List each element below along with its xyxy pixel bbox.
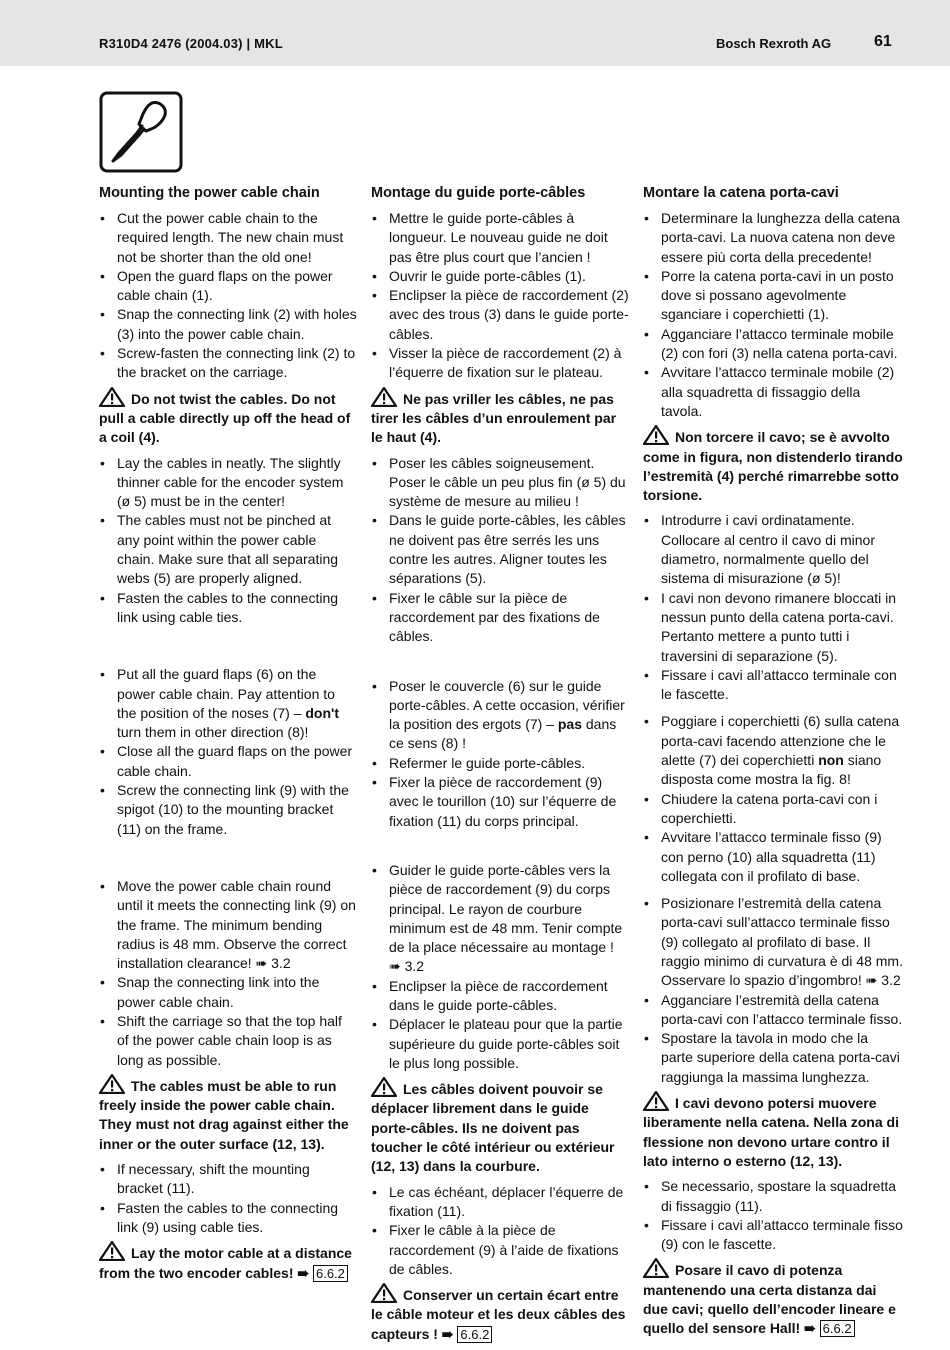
- warning-text: Non torcere il cavo; se è avvolto come in figura, non distenderlo tirando l’estremità (4) perché rimarrebbe sotto torsione.: [643, 429, 903, 504]
- warning-text: Conserver un certain écart entre le câble moteur et les deux câbles des capteurs ! ➠: [371, 1287, 626, 1342]
- company-name: Bosch Rexroth AG: [716, 36, 832, 51]
- list-item: • Poggiare i coperchietti (6) sulla catena porta-cavi facendo attenzione che le alette (7) dei coperchietti non siano disposta come mostra la fig. 8!: [643, 712, 903, 789]
- step-list: [643, 712, 903, 886]
- step-list: [371, 209, 629, 383]
- warning-triangle-icon: [99, 387, 125, 407]
- list-item: • Fixer la pièce de raccordement (9) avec le tourillon (10) sur l’équerre de fixation (11) du corps principal.: [371, 773, 629, 831]
- step-list: [99, 1160, 357, 1237]
- warning-triangle-icon: [643, 1091, 669, 1111]
- list-item: • Posizionare l’estremità della catena porta-cavi sull’attacco terminale fisso (9) collegato al profilato di base. Il raggio minimo di curvatura è di 48 mm. Osservare lo spazio d’ingombro! ➠ 3.2: [643, 894, 903, 990]
- list-item: • Avvitare l’attacco terminale fisso (9) con perno (10) alla squadretta (11) collegata con il profilato di base.: [643, 828, 903, 886]
- warning-note: [99, 387, 357, 448]
- list-item: • Introdurre i cavi ordinatamente. Collocare al centro il cavo di minor diametro, normalmente quello del sistema di misurazione (ø 5)!: [643, 511, 903, 588]
- list-item: • Avvitare l’attacco terminale mobile (2) alla squadretta di fissaggio della tavola.: [643, 363, 903, 421]
- list-item: • Snap the connecting link (2) with holes (3) into the power cable chain.: [99, 305, 357, 344]
- page-number: 61: [874, 33, 892, 50]
- list-item: • Le cas échéant, déplacer l’équerre de fixation (11).: [371, 1183, 629, 1222]
- warning-text: Les câbles doivent pouvoir se déplacer librement dans le guide porte-câbles. Ils ne doivent pas toucher le côté intérieur ou extérieur (12, 13) dans la courbure.: [371, 1081, 615, 1175]
- warning-text: Ne pas vriller les câbles, ne pas tirer les câbles d’un enroulement par le haut (4).: [371, 390, 617, 446]
- warning-triangle-icon: [371, 1283, 397, 1303]
- step-list: [371, 677, 629, 831]
- warning-triangle-icon: [643, 1258, 669, 1278]
- list-item: • Move the power cable chain round until it meets the connecting link (9) on the frame. The minimum bending radius is 48 mm. Observe the correct installation clearance! ➠ 3.2: [99, 877, 357, 973]
- step-list: [643, 511, 903, 704]
- list-item: • Lay the cables in neatly. The slightly thinner cable for the encoder system (ø 5) must be in the center!: [99, 454, 357, 512]
- page-header: [0, 0, 950, 66]
- list-item: • Agganciare l’estremità della catena porta-cavi con l’attacco terminale fisso.: [643, 991, 903, 1030]
- warning-text: I cavi devono potersi muovere liberamente nella catena. Nella zona di flessione non devono urtare contro il lato interno o esterno (12, 13).: [643, 1095, 899, 1169]
- list-item: • If necessary, shift the mounting bracket (11).: [99, 1160, 357, 1199]
- list-item: • Put all the guard flaps (6) on the power cable chain. Pay attention to the position of the noses (7) – don't turn them in other direction (8)!: [99, 665, 357, 742]
- list-item: • Screw the connecting link (9) with the spigot (10) to the mounting bracket (11) on the frame.: [99, 781, 357, 839]
- list-item: • Snap the connecting link into the power cable chain.: [99, 973, 357, 1012]
- list-item: • Shift the carriage so that the top half of the power cable chain loop is as long as possible.: [99, 1012, 357, 1070]
- warning-text: The cables must be able to run freely inside the power cable chain. They must not drag against either the inner or the outer surface (12, 13).: [99, 1077, 349, 1152]
- list-item: • Fissare i cavi all’attacco terminale con le fascette.: [643, 666, 903, 705]
- step-list: [99, 877, 357, 1070]
- step-list: [371, 1183, 629, 1279]
- section-reference[interactable]: 6.6.2: [313, 1265, 348, 1282]
- list-item: • Fasten the cables to the connecting link using cable ties.: [99, 589, 357, 628]
- column-italian: [643, 184, 903, 1345]
- warning-note: [99, 1074, 357, 1154]
- warning-triangle-icon: [371, 1077, 397, 1097]
- column-french: [371, 184, 629, 1350]
- warning-note: [371, 1077, 629, 1176]
- warning-triangle-icon: [99, 1241, 125, 1261]
- step-list: [643, 894, 903, 1087]
- list-item: • Enclipser la pièce de raccordement dans le guide porte-câbles.: [371, 977, 629, 1016]
- list-item: • Fissare i cavi all’attacco terminale fisso (9) con le fascette.: [643, 1216, 903, 1255]
- list-item: • Poser les câbles soigneusement. Poser le câble un peu plus fin (ø 5) du système de mesure au milieu !: [371, 454, 629, 512]
- warning-note: [99, 1241, 357, 1283]
- list-item: • Porre la catena porta-cavi in un posto dove si possano agevolmente sganciare i coperchietti (1).: [643, 267, 903, 325]
- warning-triangle-icon: [99, 1074, 125, 1094]
- section-reference[interactable]: 6.6.2: [820, 1320, 855, 1337]
- warning-note: [643, 1091, 903, 1171]
- section-title: Mounting the power cable chain: [99, 185, 320, 201]
- list-item: • Visser la pièce de raccordement (2) à l’équerre de fixation sur le plateau.: [371, 344, 629, 383]
- list-item: • Déplacer le plateau pour que la partie supérieure du guide porte-câbles soit le plus long possible.: [371, 1015, 629, 1073]
- warning-note: [371, 1283, 629, 1344]
- warning-text: Do not twist the cables. Do not pull a cable directly up off the head of a coil (4).: [99, 390, 351, 446]
- step-list: [99, 665, 357, 839]
- list-item: • Poser le couvercle (6) sur le guide porte-câbles. A cette occasion, vérifier la position des ergots (7) – pas dans ce sens (8) !: [371, 677, 629, 754]
- warning-note: [643, 425, 903, 505]
- list-item: • Guider le guide porte-câbles vers la pièce de raccordement (9) du corps principal. Le rayon de courbure minimum est de 48 mm. Tenir compte de la place nécessaire au montage ! ➠ 3.2: [371, 861, 629, 977]
- section-reference[interactable]: 6.6.2: [457, 1326, 492, 1343]
- list-item: • The cables must not be pinched at any point within the power cable chain. Make sure that all separating webs (5) are properly aligned.: [99, 511, 357, 588]
- warning-triangle-icon: [371, 387, 397, 407]
- list-item: • Chiudere la catena porta-cavi con i coperchietti.: [643, 790, 903, 829]
- warning-text: Lay the motor cable at a distance from the two encoder cables! ➠: [99, 1245, 352, 1281]
- list-item: • Cut the power cable chain to the required length. The new chain must not be shorter than the old one!: [99, 209, 357, 267]
- step-list: [643, 1177, 903, 1254]
- list-item: • Fixer le câble à la pièce de raccordement (9) à l’aide de fixations de câbles.: [371, 1221, 629, 1279]
- warning-triangle-icon: [643, 425, 669, 445]
- warning-text: Posare il cavo di potenza mantenendo una certa distanza dai due cavi; quello dell’encoder lineare e quello del sensore Hall! ➠: [643, 1262, 896, 1337]
- step-list: [643, 209, 903, 421]
- list-item: • I cavi non devono rimanere bloccati in nessun punto della catena porta-cavi. Pertanto mettere a punto tutti i traversini di separazione (5).: [643, 589, 903, 666]
- column-english: [99, 184, 357, 1289]
- list-item: • Refermer le guide porte-câbles.: [371, 754, 629, 773]
- list-item: • Ouvrir le guide porte-câbles (1).: [371, 267, 629, 286]
- screwdriver-icon: [99, 91, 183, 173]
- section-title: Montage du guide porte-câbles: [371, 185, 586, 201]
- list-item: • Enclipser la pièce de raccordement (2) avec des trous (3) dans le guide porte-câbles.: [371, 286, 629, 344]
- step-list: [371, 861, 629, 1073]
- list-item: • Spostare la tavola in modo che la parte superiore della catena porta-cavi raggiunga la massima lunghezza.: [643, 1029, 903, 1087]
- section-title: Montare la catena porta-cavi: [643, 185, 839, 201]
- list-item: • Agganciare l’attacco terminale mobile (2) con fori (3) nella catena porta-cavi.: [643, 325, 903, 364]
- step-list: [371, 454, 629, 647]
- list-item: • Determinare la lunghezza della catena porta-cavi. La nuova catena non deve essere più corta della precedente!: [643, 209, 903, 267]
- document-reference: R310D4 2476 (2004.03) | MKL: [99, 36, 283, 51]
- list-item: • Open the guard flaps on the power cable chain (1).: [99, 267, 357, 306]
- list-item: • Mettre le guide porte-câbles à longueur. Le nouveau guide ne doit pas être plus court que l’ancien !: [371, 209, 629, 267]
- warning-note: [643, 1258, 903, 1338]
- list-item: • Fasten the cables to the connecting link (9) using cable ties.: [99, 1199, 357, 1238]
- list-item: • Dans le guide porte-câbles, les câbles ne doivent pas être serrés les uns contre les autres. Aligner toutes les séparations (5).: [371, 511, 629, 588]
- list-item: • Screw-fasten the connecting link (2) to the bracket on the carriage.: [99, 344, 357, 383]
- warning-note: [371, 387, 629, 448]
- list-item: • Fixer le câble sur la pièce de raccordement par des fixations de câbles.: [371, 589, 629, 647]
- step-list: [99, 209, 357, 383]
- list-item: • Close all the guard flaps on the power cable chain.: [99, 742, 357, 781]
- list-item: • Se necessario, spostare la squadretta di fissaggio (11).: [643, 1177, 903, 1216]
- step-list: [99, 454, 357, 628]
